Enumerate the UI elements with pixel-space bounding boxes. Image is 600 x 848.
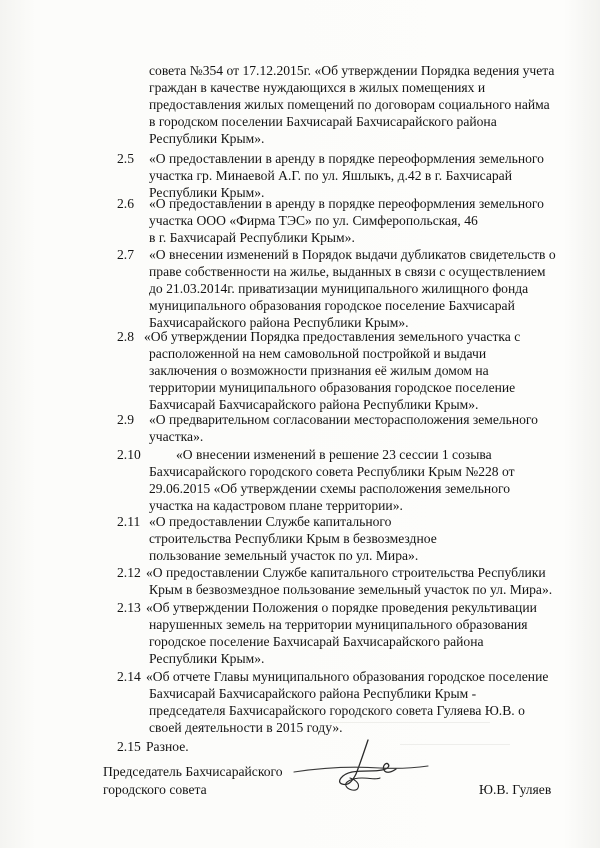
item-2-10-line: Бахчисарайского городского совета Республики Крым №228 от <box>149 464 515 479</box>
scan-artifact-line <box>330 722 490 723</box>
item-2-5-line: «О предоставлении в аренду в порядке переоформления земельного <box>149 151 544 166</box>
item-2-8-line: заключения о возможности признания её жилым домом на <box>149 363 489 378</box>
item-continuation-line: граждан в качестве нуждающихся в жилых помещениях и <box>149 80 486 95</box>
item-2-6-line: участка ООО «Фирма ТЭС» по ул. Симферопольская, 46 <box>149 213 478 228</box>
item-2-14-line: «Об отчете Главы муниципального образования городское поселение <box>146 669 549 684</box>
item-2-11-line: пользование земельный участок по ул. Мира». <box>149 548 419 563</box>
item-number-2-6: 2.6 <box>117 196 134 211</box>
item-2-8-line: территории муниципального образования городское поселение <box>149 380 516 395</box>
item-2-10-line: 29.06.2015 «Об утверждении схемы расположения земельного <box>149 481 511 496</box>
item-number-2-11: 2.11 <box>117 514 141 529</box>
item-2-15-line: Разное. <box>146 739 189 754</box>
item-2-6-line: в г. Бахчисарай Республики Крым». <box>149 230 355 245</box>
item-number-2-10: 2.10 <box>117 447 141 462</box>
item-2-12-line: «О предоставлении Службе капитального строительства Республики <box>146 565 546 580</box>
item-number-2-13: 2.13 <box>117 600 141 615</box>
item-2-8-line: «Об утверждении Порядка предоставления земельного участка с <box>144 329 521 344</box>
item-2-13-line: нарушенных земель на территории муниципального образования <box>149 617 528 632</box>
item-number-2-15: 2.15 <box>117 739 141 754</box>
item-2-8-line: расположенной на нем самовольной постройкой и выдачи <box>149 346 487 361</box>
item-2-7-line: до 21.03.2014г. приватизации муниципального жилищного фонда <box>149 281 529 296</box>
item-number-2-5: 2.5 <box>117 151 134 166</box>
item-2-9-line: участка». <box>149 429 204 444</box>
item-number-2-14: 2.14 <box>117 669 141 684</box>
item-continuation-line: Республики Крым». <box>149 131 265 146</box>
item-2-11-line: «О предоставлении Службе капитального <box>149 514 392 529</box>
item-2-14-line: Бахчисарай Бахчисарайского района Республики Крым - <box>149 686 477 701</box>
item-continuation-line: в городском поселении Бахчисарай Бахчисарайского района <box>149 114 497 129</box>
item-2-11-line: строительства Республики Крым в безвозмездное <box>149 531 437 546</box>
item-number-2-12: 2.12 <box>117 565 141 580</box>
signatory-title-line2: городского совета <box>103 782 207 797</box>
item-2-8-line: Бахчисарай Бахчисарайского района Республики Крым». <box>149 397 479 412</box>
item-number-2-7: 2.7 <box>117 247 134 262</box>
item-2-5-line: Республики Крым». <box>149 185 265 200</box>
signatory-name: Ю.В. Гуляев <box>479 782 552 797</box>
item-2-5-line: участка гр. Минаевой А.Г. по ул. Яшлыкъ, д.42 в г. Бахчисарай <box>149 168 512 183</box>
item-2-13-line: Республики Крым». <box>149 651 265 666</box>
item-number-2-8: 2.8 <box>117 329 134 344</box>
item-continuation-line: совета №354 от 17.12.2015г. «Об утверждении Порядка ведения учета <box>149 63 555 78</box>
item-2-10-line: «О внесении изменений в решение 23 сессии 1 созыва <box>176 447 492 462</box>
item-number-2-9: 2.9 <box>117 412 134 427</box>
item-2-9-line: «О предварительном согласовании месторасположения земельного <box>149 412 538 427</box>
item-2-13-line: «Об утверждении Положения о порядке проведения рекультивации <box>146 600 537 615</box>
item-2-10-line: участка на кадастровом плане территории». <box>149 498 403 513</box>
item-2-14-line: своей деятельности в 2015 году». <box>149 720 343 735</box>
item-2-7-line: Бахчисарайского района Республики Крым». <box>149 315 409 330</box>
item-2-12-line: Крым в безвозмездное пользование земельный участок по ул. Мира». <box>149 582 553 597</box>
item-continuation-line: предоставления жилых помещений по договорам социального найма <box>149 97 550 112</box>
item-2-6-line: «О предоставлении в аренду в порядке переоформления земельного <box>149 196 544 211</box>
item-2-7-line: праве собственности на жилье, выданных в связи с осуществлением <box>149 264 546 279</box>
handwritten-signature <box>290 738 430 798</box>
signatory-title-line1: Председатель Бахчисарайского <box>103 764 283 779</box>
item-2-14-line: председателя Бахчисарайского городского совета Гуляева Ю.В. о <box>149 703 525 718</box>
item-2-13-line: городское поселение Бахчисарай Бахчисарайского района <box>149 634 484 649</box>
item-2-7-line: «О внесении изменений в Порядок выдачи дубликатов свидетельств о <box>149 247 556 262</box>
item-2-7-line: муниципального образования городское поселение Бахчисарай <box>149 298 515 313</box>
